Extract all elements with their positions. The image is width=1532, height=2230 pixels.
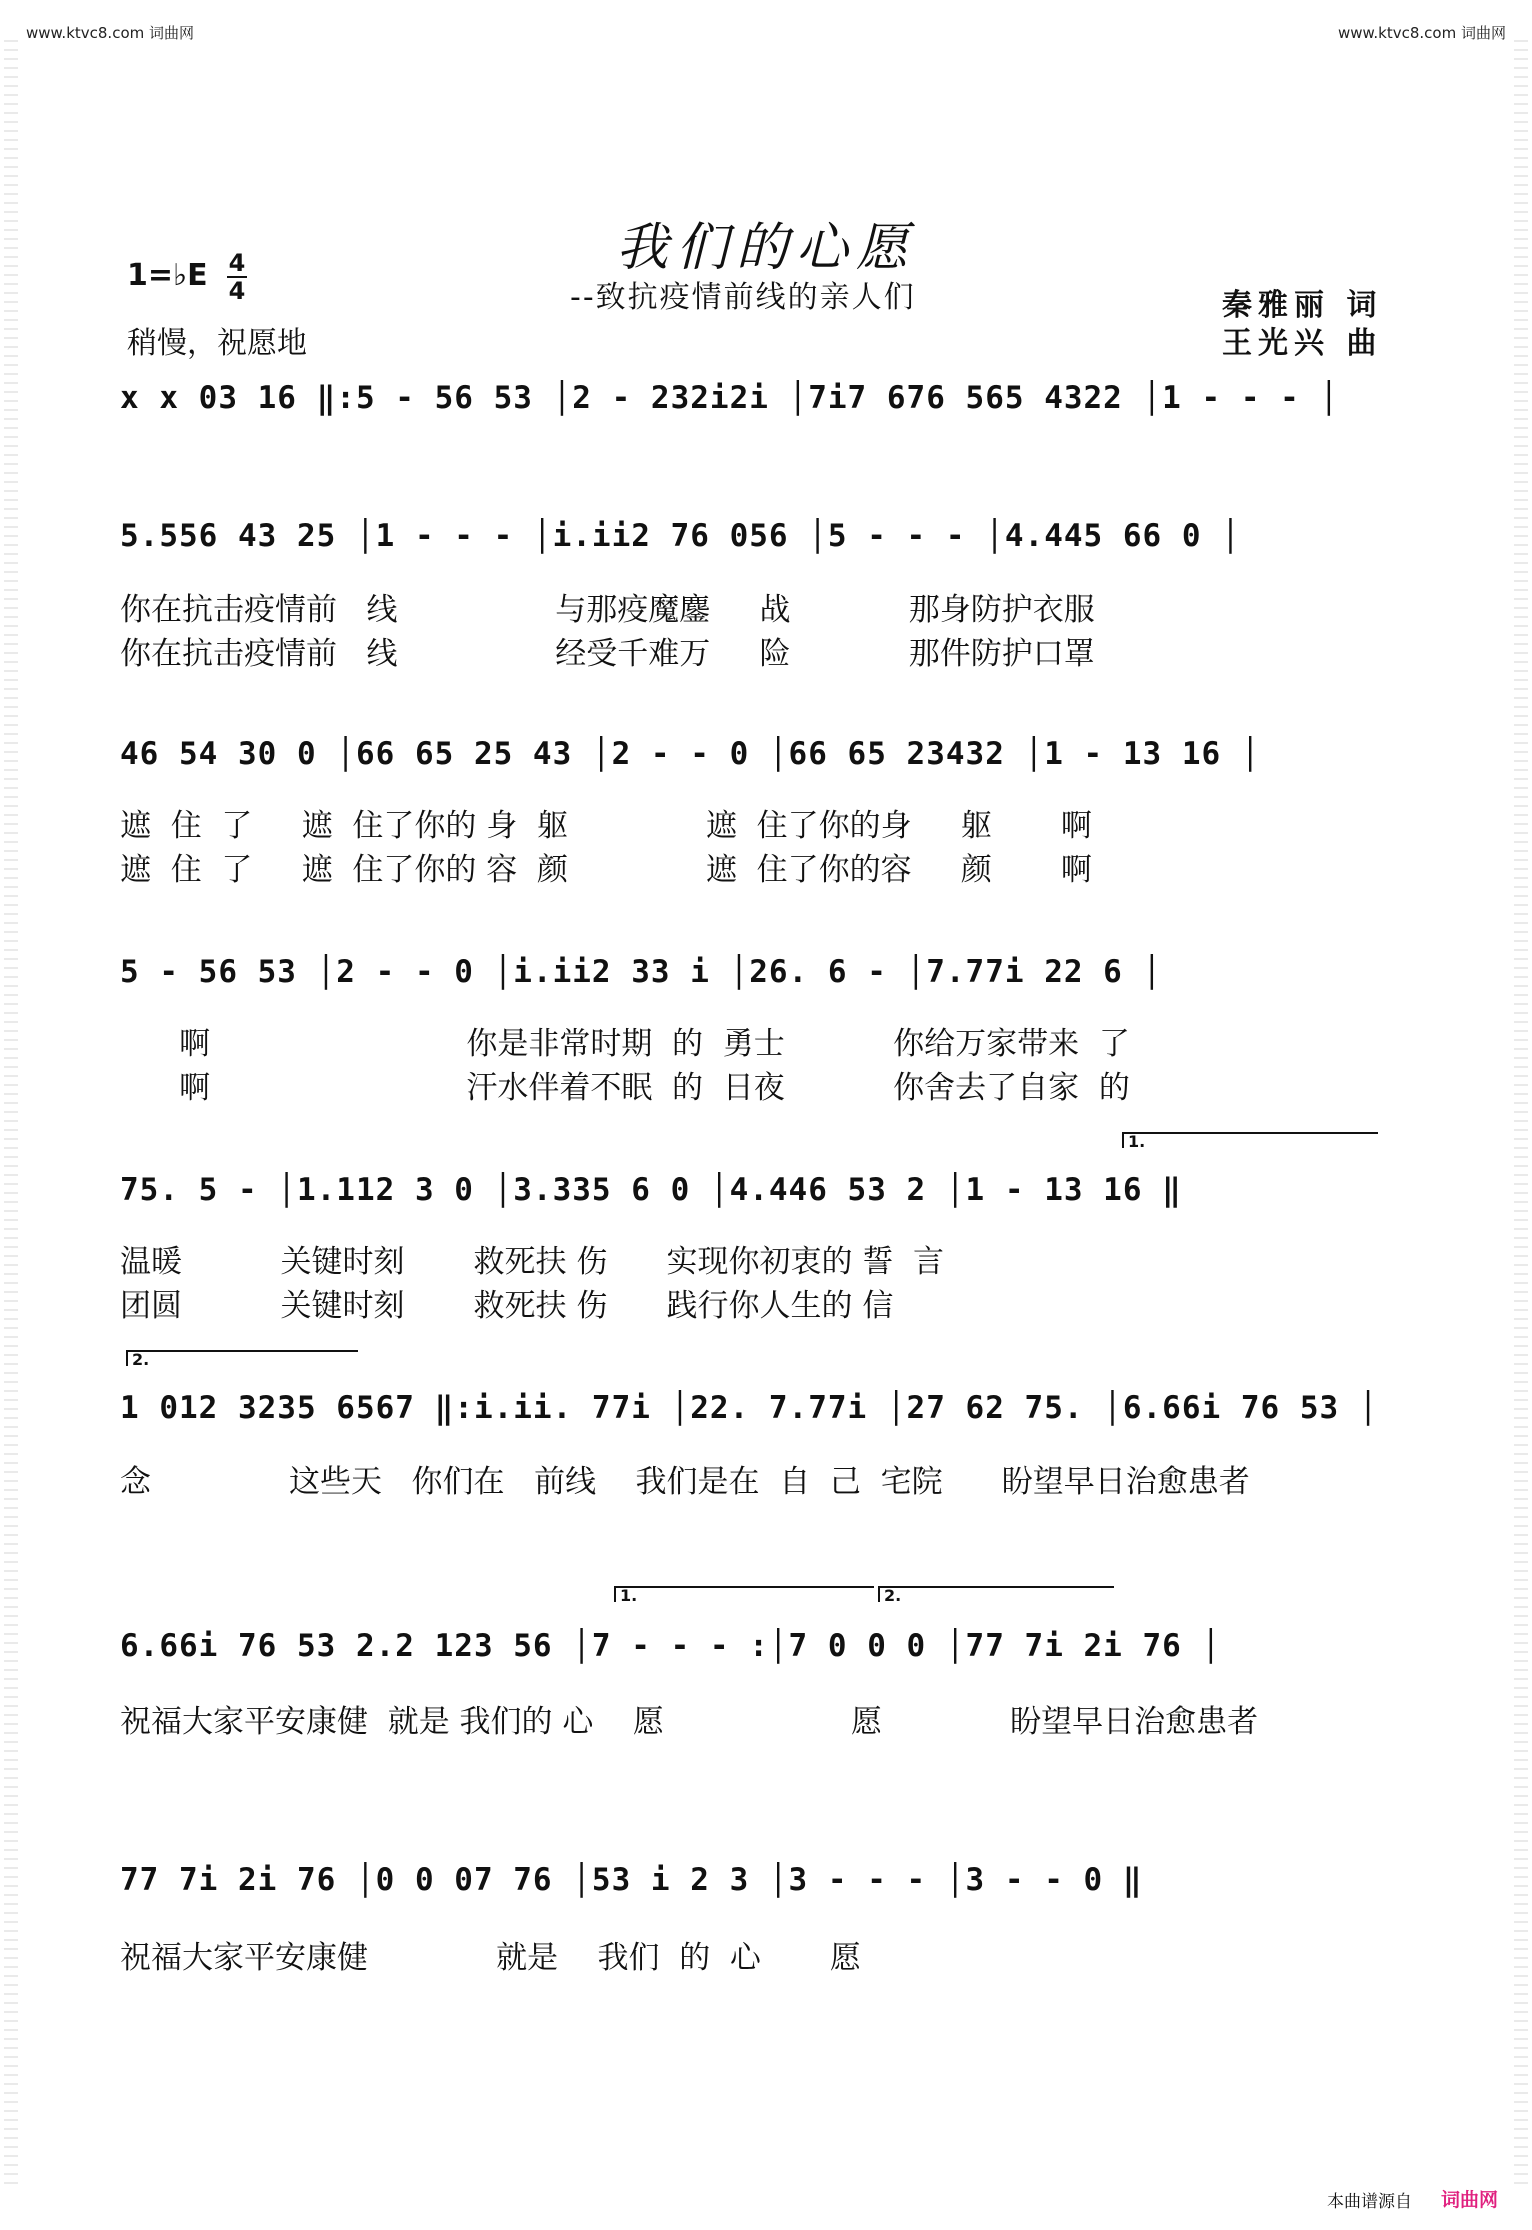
footer-site-link[interactable]: 词曲网 — [1440, 2189, 1498, 2211]
tempo-marking: 稍慢，祝愿地 — [127, 326, 307, 361]
lyric-verse-2: 你在抗击疫情前 线 经受千难万 险 那件防护口罩 — [120, 636, 1095, 672]
lyric-verse-1: 啊 你是非常时期 的 勇士 你给万家带来 了 — [120, 1026, 1130, 1062]
volta-bracket: 1. — [614, 1586, 874, 1602]
meter-top: 4 — [228, 249, 246, 277]
notation-line: 75. 5 - │1.112 3 0 │3.335 6 0 │4.446 53 2 │1 - 13 16 ‖ — [120, 1172, 1182, 1208]
lyric-verse-2: 团圆 关键时刻 救死扶 伤 践行你人生的 信 — [120, 1288, 894, 1324]
notation-line: 1 012 3235 6567 ‖:i.ii. 77i │22. 7.77i │27 62 75. │6.66i 76 53 │ — [120, 1390, 1379, 1426]
volta-bracket: 2. — [126, 1350, 358, 1366]
lyric-verse-2: 遮 住 了 遮 住了你的 容 颜 遮 住了你的容 颜 啊 — [120, 852, 1092, 888]
notation-line: 5 - 56 53 │2 - - 0 │i.ii2 33 i │26. 6 - │7.77i 22 6 │ — [120, 954, 1163, 990]
volta-bracket: 2. — [878, 1586, 1114, 1602]
header-site-right[interactable]: www.ktvc8.com 词曲网 — [1337, 24, 1506, 42]
header-site-left[interactable]: www.ktvc8.com 词曲网 — [26, 24, 195, 42]
notation-line: 6.66i 76 53 2.2 123 56 │7 - - - :│7 0 0 0 │77 7i 2i 76 │ — [120, 1628, 1222, 1664]
meter-bottom: 4 — [228, 277, 246, 305]
lyricist-credit: 秦雅丽 词 — [1222, 288, 1383, 323]
notation-line: 5.556 43 25 │1 - - - │i.ii2 76 056 │5 - - - │4.445 66 0 │ — [120, 518, 1241, 554]
notation-line: 46 54 30 0 │66 65 25 43 │2 - - 0 │66 65 23432 │1 - 13 16 │ — [120, 736, 1261, 772]
footer-source-label: 本曲谱源自 — [1327, 2192, 1412, 2212]
lyric-verse-1: 遮 住 了 遮 住了你的 身 躯 遮 住了你的身 躯 啊 — [120, 808, 1092, 844]
notation-line: x x 03 16 ‖:5 - 56 53 │2 - 232i2i │7i7 676 565 4322 │1 - - - │ — [120, 380, 1340, 416]
song-subtitle: --致抗疫情前线的亲人们 — [570, 280, 916, 315]
side-watermark-strip-right — [1514, 40, 1528, 2190]
lyric-verse-1: 祝福大家平安康健 就是 我们 的 心 愿 — [120, 1940, 861, 1976]
lyric-verse-1: 祝福大家平安康健 就是 我们的 心 愿 愿 盼望早日治愈患者 — [120, 1704, 1259, 1740]
composer-credit: 王光兴 曲 — [1222, 326, 1383, 361]
notation-line: 77 7i 2i 76 │0 0 07 76 │53 i 2 3 │3 - - - │3 - - 0 ‖ — [120, 1862, 1143, 1898]
time-signature — [225, 250, 249, 304]
side-watermark-strip-left — [4, 40, 18, 2190]
song-title: 我们的心愿 — [615, 218, 916, 278]
lyric-verse-1: 念 这些天 你们在 前线 我们是在 自 己 宅院 盼望早日治愈患者 — [120, 1464, 1250, 1500]
lyric-verse-2: 啊 汗水伴着不眠 的 日夜 你舍去了自家 的 — [120, 1070, 1130, 1106]
key-signature: 1=♭E — [127, 258, 208, 293]
lyric-verse-1: 温暖 关键时刻 救死扶 伤 实现你初衷的 誓 言 — [120, 1244, 945, 1280]
volta-bracket: 1. — [1122, 1132, 1378, 1148]
lyric-verse-1: 你在抗击疫情前 线 与那疫魔鏖 战 那身防护衣服 — [120, 592, 1095, 628]
